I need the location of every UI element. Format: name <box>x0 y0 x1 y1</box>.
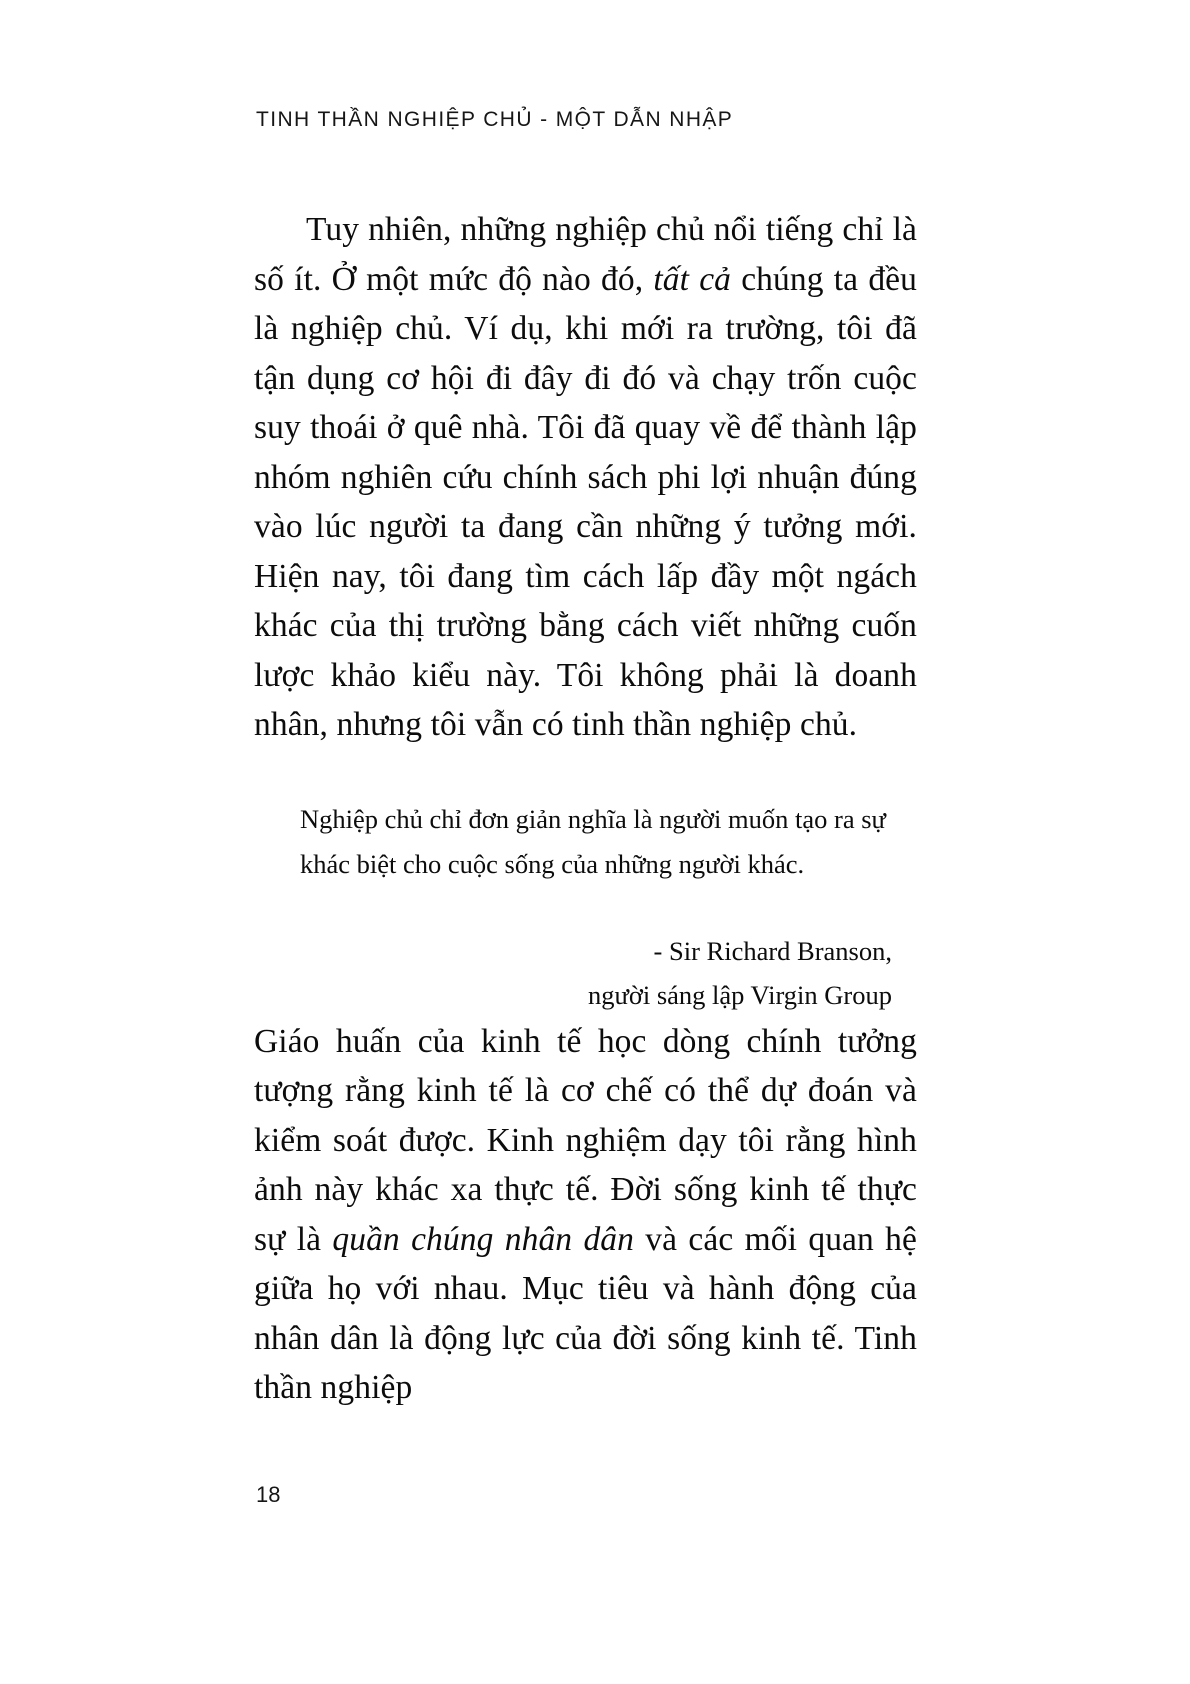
paragraph-1-italic-1: tất cả <box>653 260 732 298</box>
paragraph-2-segment-1: Giáo huấn của kinh tế học dòng chính tưởng tượng rằng kinh tế là cơ chế có thể dự đoán và kiểm soát được. Kinh nghiệm dạy tôi rằng hình ảnh này khác xa thực tế. Đời sống kinh tế thực sự là <box>254 1022 917 1258</box>
paragraph-1 <box>254 205 917 750</box>
pull-quote-block <box>300 797 900 1017</box>
paragraph-2-italic-1: quần chúng nhân dân <box>332 1220 634 1258</box>
paragraph-1-segment-2: chúng ta đều là nghiệp chủ. Ví dụ, khi mới ra trường, tôi đã tận dụng cơ hội đi đây đi đó và chạy trốn cuộc suy thoái ở quê nhà. Tôi đã quay về để thành lập nhóm nghiên cứu chính sách phi lợi nhuận đúng vào lúc người ta đang cần những ý tưởng mới. Hiện nay, tôi đang tìm cách lấp đầy một ngách khác của thị trường bằng cách viết những cuốn lược khảo kiểu này. Tôi không phải là doanh nhân, nhưng tôi vẫn có tinh thần nghiệp chủ. <box>254 260 917 743</box>
pull-quote-attribution <box>300 929 900 1017</box>
pull-quote-text: Nghiệp chủ chỉ đơn giản nghĩa là người muốn tạo ra sự khác biệt cho cuộc sống của những người khác. <box>300 803 886 879</box>
pull-quote-attribution-line-2: người sáng lập Virgin Group <box>587 979 892 1010</box>
paragraph-2-segment-2: và các mối quan hệ giữa họ với nhau. Mục tiêu và hành động của nhân dân là động lực của đời sống kinh tế. Tinh thần nghiệp <box>254 1220 917 1406</box>
paragraph-2 <box>254 1017 917 1413</box>
pull-quote-attribution-line-1: - Sir Richard Branson, <box>653 935 892 966</box>
page-number: 18 <box>256 1482 281 1507</box>
paragraph-1-segment-1: Tuy nhiên, những nghiệp chủ nổi tiếng chỉ là số ít. Ở một mức độ nào đó, <box>254 211 917 298</box>
running-header: TINH THẦN NGHIỆP CHỦ - MỘT DẪN NHẬP <box>256 108 734 131</box>
text-column <box>254 205 917 1413</box>
